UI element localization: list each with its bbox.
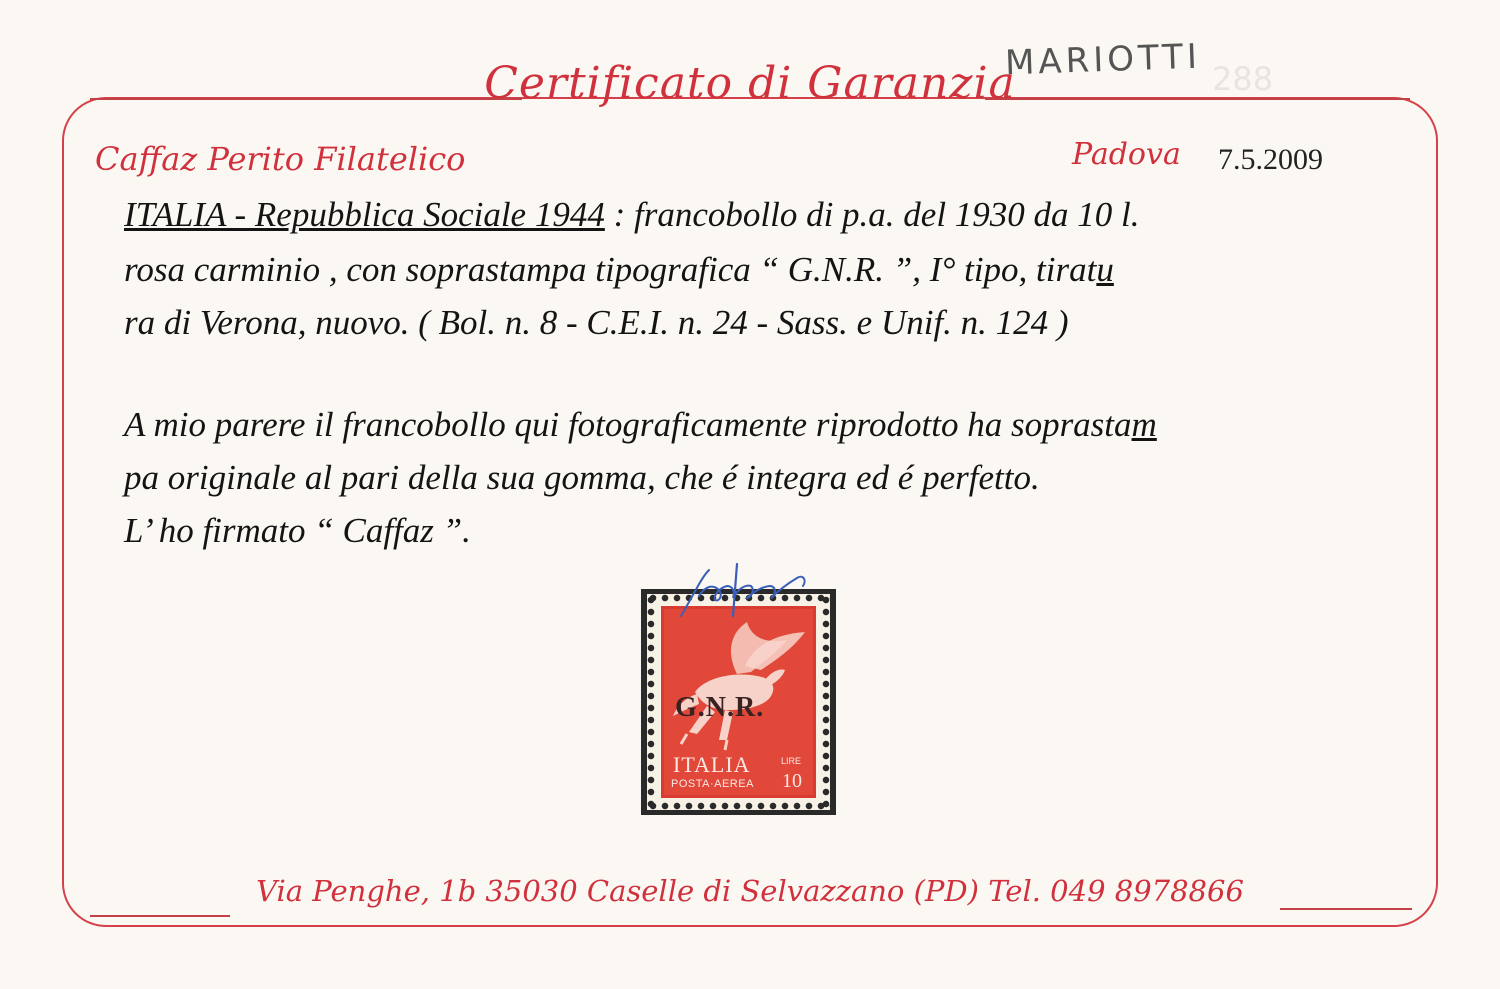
pegasus-icon [667, 614, 812, 754]
description-line-3: ra di Verona, nuovo. ( Bol. n. 8 - C.E.I. n. 24 - Sass. e Unif. n. 124 ) [124, 303, 1069, 342]
description-line-2-text: rosa carminio , con soprastampa tipografica “ G.N.R. ”, I° tipo, tirat [124, 250, 1097, 289]
stamp [647, 594, 830, 810]
expert-header: Caffaz Perito Filatelico [95, 140, 466, 178]
opinion-line-2: pa originale al pari della sua gomma, che é integra ed é perfetto. [124, 458, 1040, 497]
stamp-perforation-left [647, 594, 655, 810]
faint-number: 288 [1212, 60, 1274, 98]
opinion-line-1-text: A mio parere il francobollo qui fotograficamente riprodotto ha soprasta [124, 405, 1132, 444]
opinion-line-1 [124, 405, 1157, 445]
opinion-line-1-underlined: m [1131, 405, 1157, 444]
address-rule-right [1280, 908, 1412, 910]
stamp-posta-aerea: POSTA·AEREA [671, 778, 754, 790]
stamp-overprint: G.N.R. [675, 692, 765, 723]
certificate-date: 7.5.2009 [1218, 143, 1323, 176]
city: Padova [1072, 137, 1181, 172]
stamp-country: ITALIA [673, 752, 751, 777]
opinion-line-3: L’ ho firmato “ Caffaz ”. [124, 511, 471, 550]
description-line-2-underlined: u [1096, 250, 1114, 289]
handwritten-name: MARIOTTI [1004, 36, 1202, 84]
stamp-value: 10 [782, 770, 802, 792]
certificate-title: Certificato di Garanzia [484, 58, 1016, 109]
signature-mark [675, 556, 835, 626]
stamp-lire-label: LIRE [781, 756, 802, 766]
stamp-perforation-bottom [647, 802, 830, 810]
address-rule-left [90, 915, 230, 917]
address-line: Via Penghe, 1b 35030 Caselle di Selvazzano (PD) Tel. 049 8978866 [256, 874, 1244, 908]
description-line-1-rest: : francobollo di p.a. del 1930 da 10 l. [604, 195, 1140, 234]
stamp-perforation-right [822, 594, 830, 810]
description-heading: ITALIA - Repubblica Sociale 1944 [124, 195, 605, 234]
stamp-face [661, 606, 816, 798]
description-line-1 [124, 195, 1140, 235]
description-line-2 [124, 250, 1114, 290]
